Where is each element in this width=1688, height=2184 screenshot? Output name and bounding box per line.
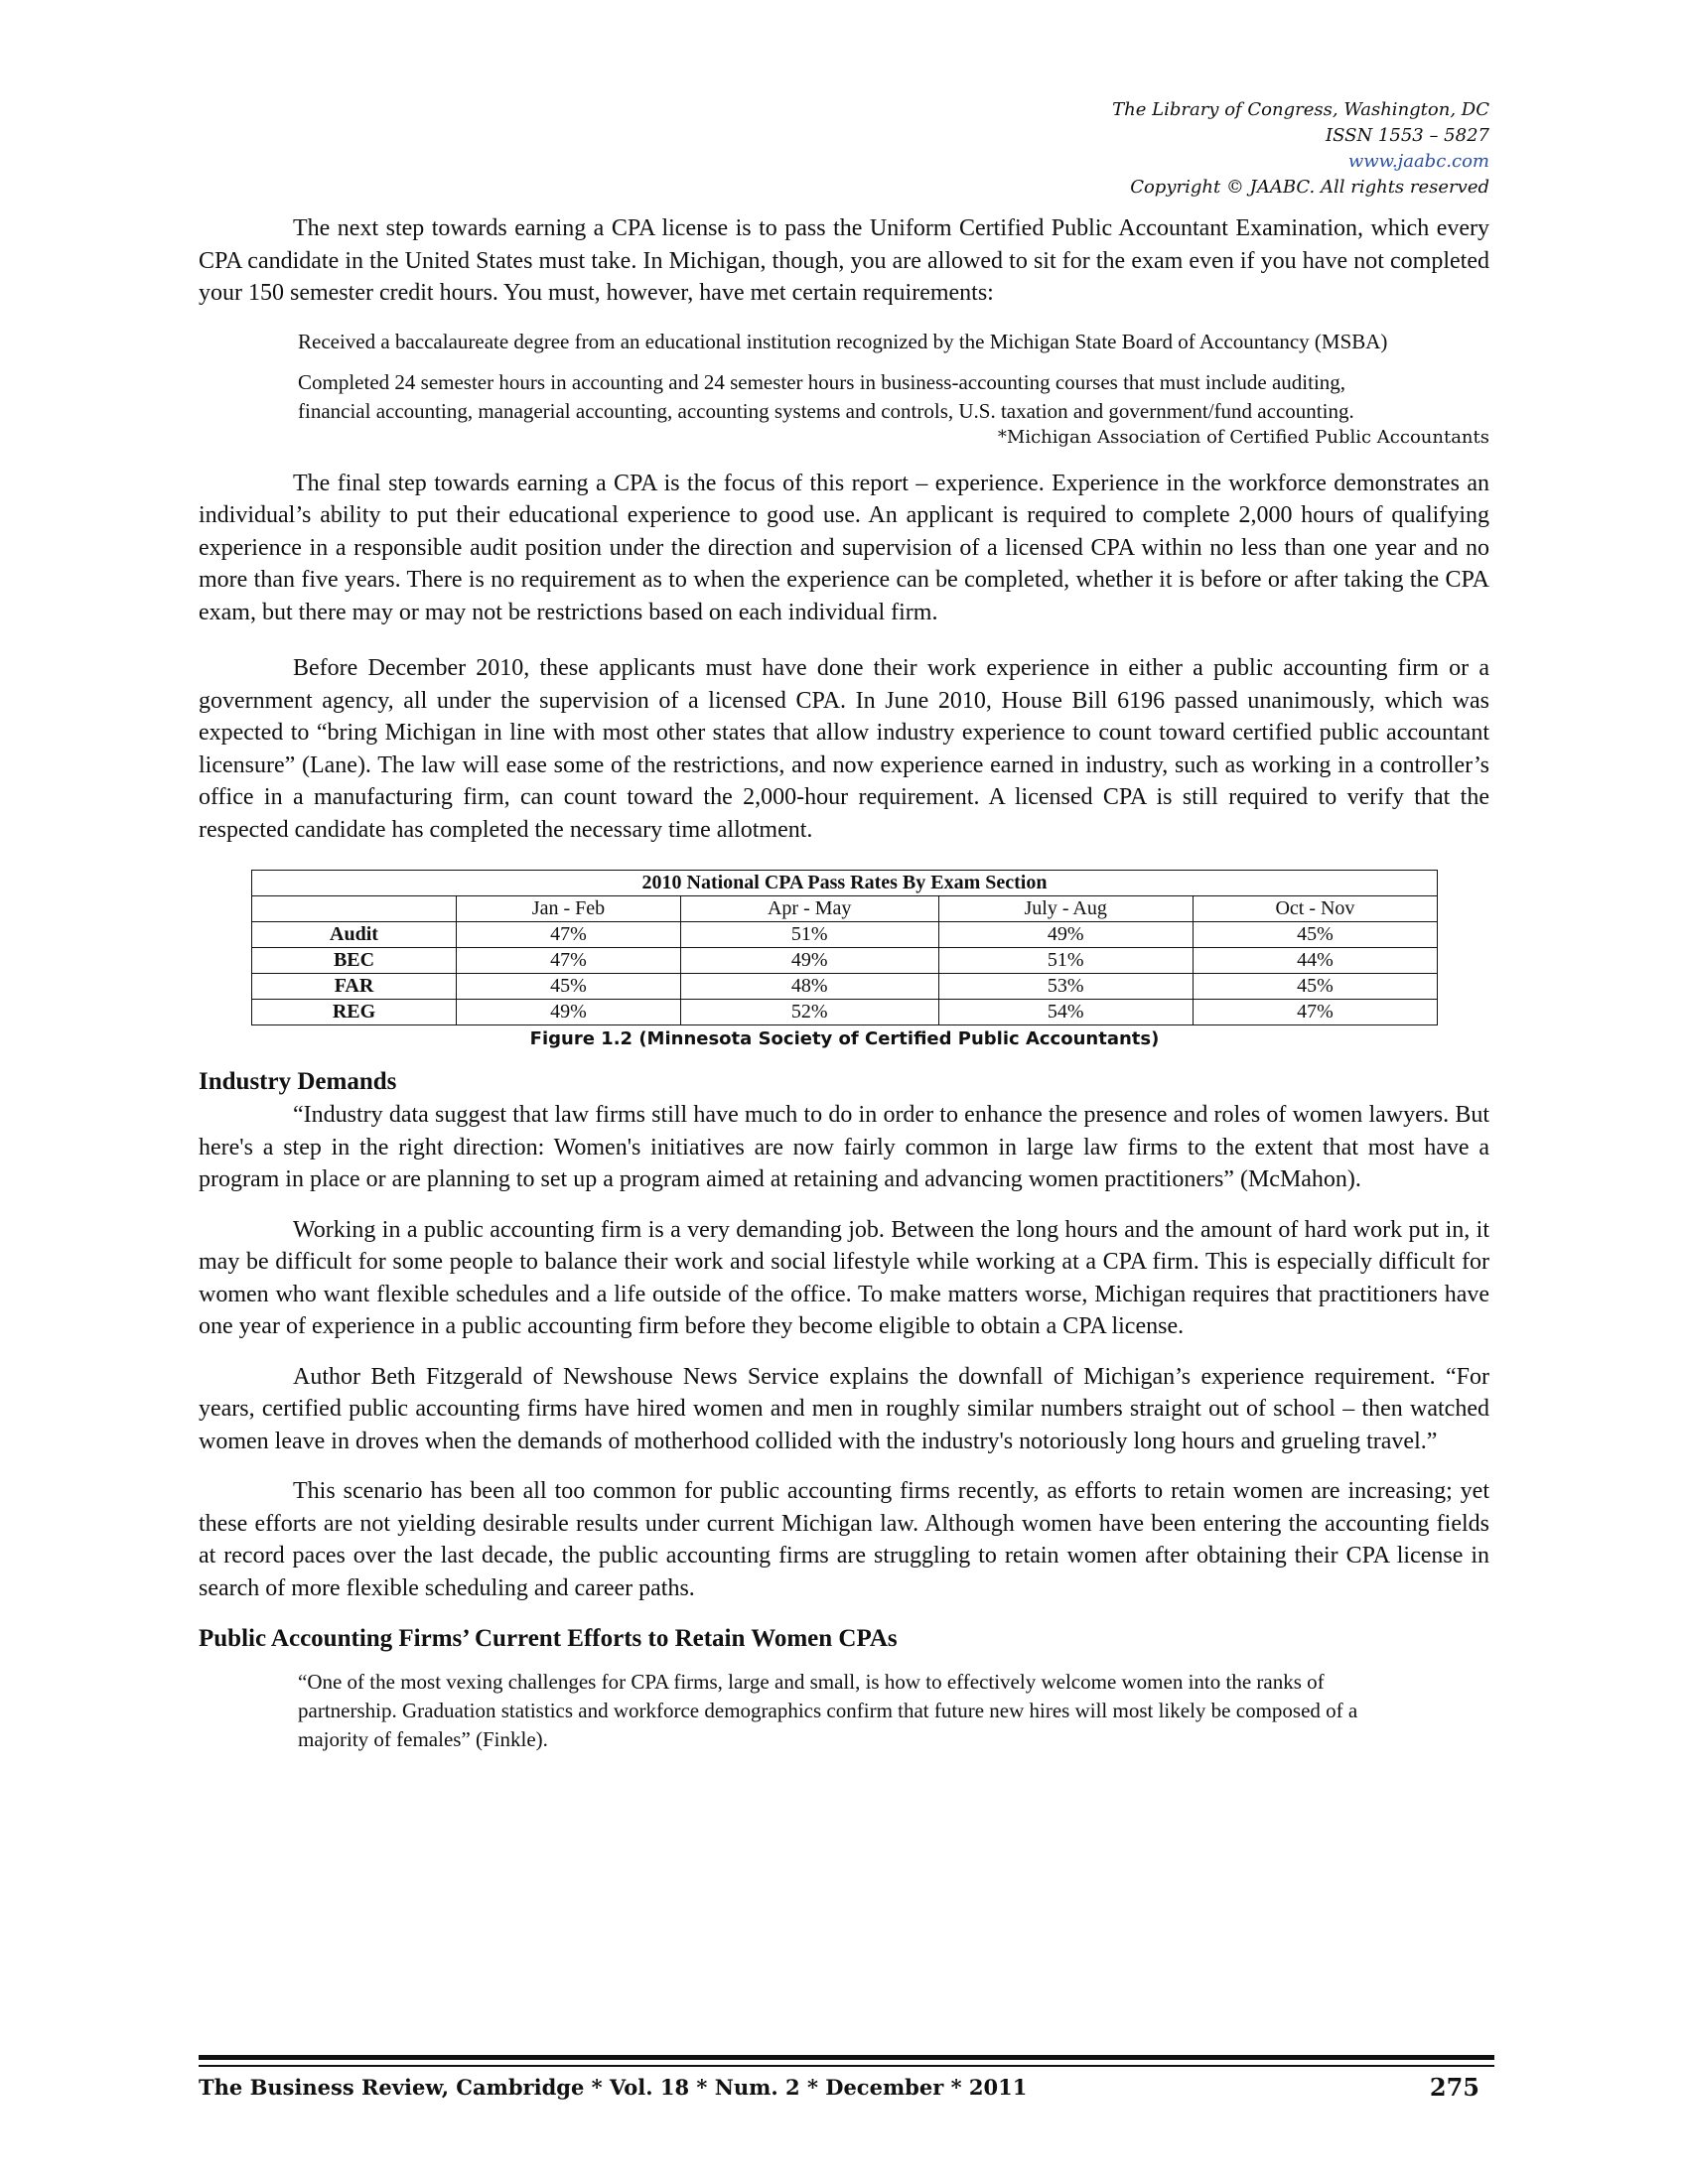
requirement-source: *Michigan Association of Certified Public Accountants — [997, 426, 1489, 448]
table-corner-cell — [252, 896, 457, 922]
table-cell: 51% — [938, 948, 1193, 974]
table-column-header: July - Aug — [938, 896, 1193, 922]
table-cell: 47% — [1193, 1000, 1437, 1025]
table-column-header: Apr - May — [680, 896, 938, 922]
header-copyright: Copyright © JAABC. All rights reserved — [1130, 177, 1489, 198]
table-row — [252, 948, 1438, 974]
table-cell: 44% — [1193, 948, 1437, 974]
table-row-label: BEC — [252, 948, 457, 974]
table-title: 2010 National CPA Pass Rates By Exam Section — [252, 871, 1438, 896]
table-header-row — [252, 896, 1438, 922]
pass-rates-table — [251, 870, 1438, 1025]
paragraph-house-bill: Before December 2010, these applicants must have done their work experience in either a public accounting firm or a government agency, all under the supervision of a licensed CPA. In June 2010, House Bill 6196 passed unanimously, which was expected to “bring Michigan in line with most other states that allow industry experience to count toward certified public accountant licensure” (Lane). The law will ease some of the restrictions, and now experience earned in industry, such as working in a controller’s office in a manufacturing firm, can count toward the 2,000-hour requirement. A licensed CPA is still required to verify that the respected candidate has completed the necessary time allotment. — [199, 655, 1489, 843]
table-cell: 49% — [457, 1000, 681, 1025]
requirement-degree: Received a baccalaureate degree from an educational institution recognized by the Michigan State Board of Accountancy (MSBA) — [298, 329, 1388, 353]
table-cell: 54% — [938, 1000, 1193, 1025]
table-cell: 49% — [938, 922, 1193, 948]
table-row — [252, 974, 1438, 1000]
page-number: 275 — [1429, 2073, 1479, 2102]
table-cell: 47% — [457, 948, 681, 974]
header-url[interactable]: www.jaabc.com — [1347, 151, 1489, 172]
table-cell: 52% — [680, 1000, 938, 1025]
footer-rule-thick — [199, 2055, 1494, 2060]
footer-journal: The Business Review, Cambridge * Vol. 18 * Num. 2 * December * 2011 — [199, 2075, 1028, 2100]
table-row-label: REG — [252, 1000, 457, 1025]
table-column-header: Oct - Nov — [1193, 896, 1437, 922]
table-row — [252, 922, 1438, 948]
table-cell: 51% — [680, 922, 938, 948]
table-cell: 49% — [680, 948, 938, 974]
table-cell: 45% — [457, 974, 681, 1000]
table-column-header: Jan - Feb — [457, 896, 681, 922]
paragraph-exam: The next step towards earning a CPA license is to pass the Uniform Certified Public Accountant Examination, which every CPA candidate in the United States must take. In Michigan, though, you are allowed to sit for the exam even if you have not completed your 150 semester credit hours. You must, however, have met certain requirements: — [199, 215, 1489, 306]
table-row — [252, 1000, 1438, 1025]
paragraph-scenario: This scenario has been all too common for public accounting firms recently, as efforts to retain women are increasing; yet these efforts are not yielding desirable results under current Michigan law. Although women have been entering the accounting fields at record paces over the last decade, the public accounting firms are struggling to retain women after obtaining their CPA license in search of more flexible scheduling and career paths. — [199, 1478, 1489, 1601]
table-cell: 48% — [680, 974, 938, 1000]
section-heading-industry-demands: Industry Demands — [199, 1068, 397, 1095]
requirement-hours: Completed 24 semester hours in accounting and 24 semester hours in business-accounting courses that must include auditing, financial accounting, managerial accounting, accounting systems and controls, U.S. taxation and government/fund accounting. — [298, 369, 1354, 423]
table-caption: Figure 1.2 (Minnesota Society of Certified Public Accountants) — [529, 1028, 1160, 1049]
paragraph-experience: The final step towards earning a CPA is the focus of this report – experience. Experience in the workforce demonstrates an individual’s ability to put their educational experience to good use. An applicant is required to complete 2,000 hours of qualifying experience in a responsible audit position under the direction and supervision of a licensed CPA within no less than one year and no more than five years. There is no requirement as to when the experience can be completed, whether it is before or after taking the CPA exam, but there may or may not be restrictions based on each individual firm. — [199, 470, 1489, 625]
paragraph-industry-quote: “Industry data suggest that law firms still have much to do in order to enhance the presence and roles of women lawyers. But here's a step in the right direction: Women's initiatives are now fairly common in large law firms to the extent that most have a program in place or are planning to set up a program aimed at retaining and advancing women practitioners” (McMahon). — [199, 1102, 1489, 1192]
paragraph-fitzgerald: Author Beth Fitzgerald of Newshouse News Service explains the downfall of Michigan’s experience requirement. “For years, certified public accounting firms have hired women and men in roughly similar numbers straight out of school – then watched women leave in droves when the demands of motherhood collided with the industry's notoriously long hours and grueling travel.” — [199, 1363, 1489, 1454]
header-issn: ISSN 1553 – 5827 — [1326, 125, 1489, 146]
footer-rule-thin — [199, 2065, 1494, 2067]
page-body — [199, 212, 1489, 1754]
journal-header — [1112, 97, 1489, 201]
pass-rates-table-wrapper — [251, 870, 1438, 1053]
section-heading-retain-women: Public Accounting Firms’ Current Efforts to Retain Women CPAs — [199, 1625, 898, 1652]
table-cell: 45% — [1193, 974, 1437, 1000]
quote-finkle: “One of the most vexing challenges for CPA firms, large and small, is how to effectively welcome women into the ranks of partnership. Graduation statistics and workforce demographics confirm that future new hires will most likely be composed of a majority of females” (Finkle). — [298, 1670, 1358, 1751]
table-cell: 53% — [938, 974, 1193, 1000]
table-cell: 45% — [1193, 922, 1437, 948]
table-row-label: Audit — [252, 922, 457, 948]
page-footer — [199, 2073, 1479, 2103]
table-row-label: FAR — [252, 974, 457, 1000]
table-cell: 47% — [457, 922, 681, 948]
header-library: The Library of Congress, Washington, DC — [1112, 99, 1489, 120]
paragraph-demanding-job: Working in a public accounting firm is a very demanding job. Between the long hours and the amount of hard work put in, it may be difficult for some people to balance their work and social lifestyle while working at a CPA firm. This is especially difficult for women who want flexible schedules and a life outside of the office. To make matters worse, Michigan requires that practitioners have one year of experience in a public accounting firm before they become eligible to obtain a CPA license. — [199, 1216, 1489, 1339]
